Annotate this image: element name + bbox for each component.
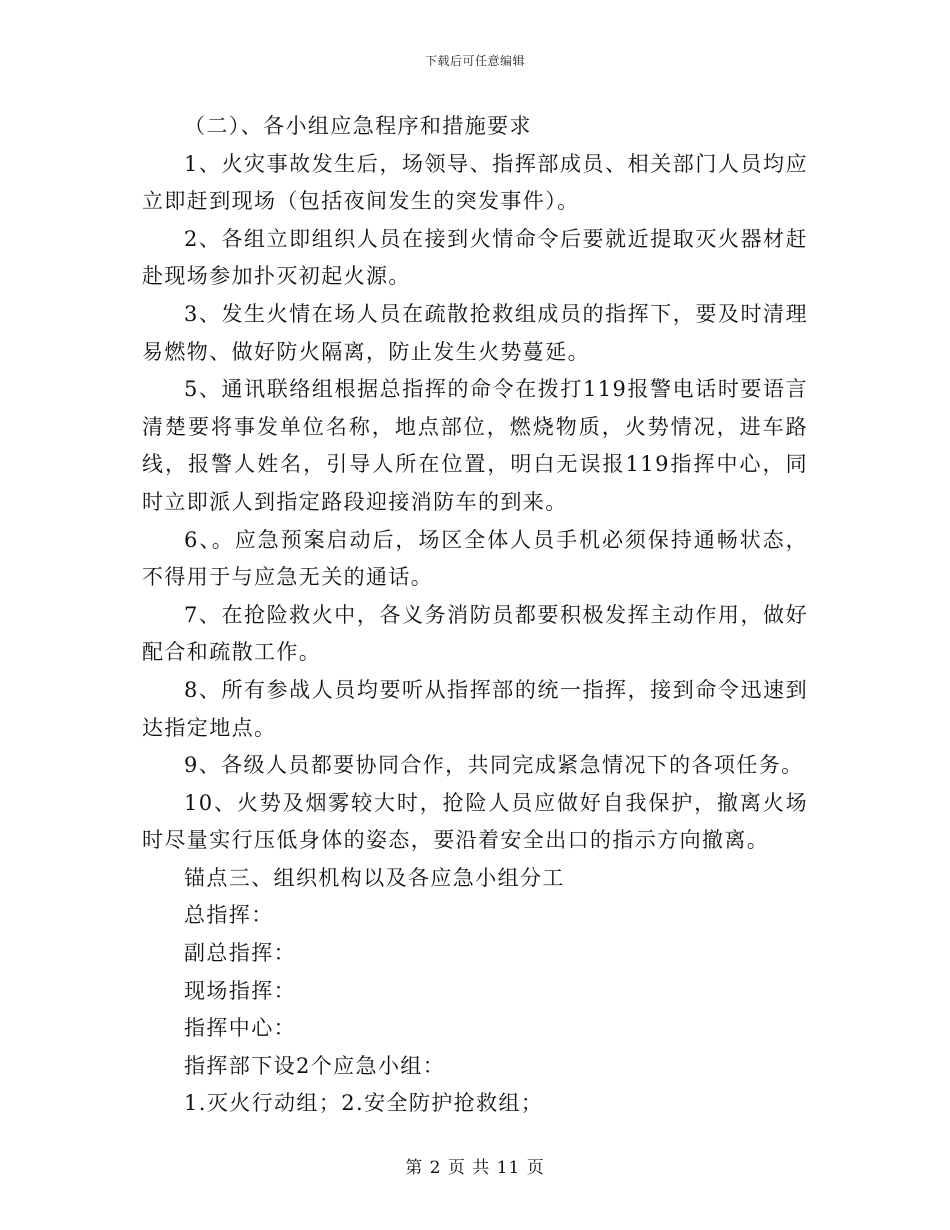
paragraph-5: 5、通讯联络组根据总指挥的命令在拨打119报警电话时要语言清楚要将事发单位名称，地点部位，燃烧物质，火势情况，进车路线，报警人姓名，引导人所在位置，明白无误报119指挥中心，同时立即派人到指定路段迎接消防车的到来。 [142, 377, 808, 514]
role-deputy-commander: 副总指挥： [184, 941, 296, 966]
role-command-center: 指挥中心： [184, 1016, 296, 1041]
anchor-heading: 锚点三、组织机构以及各应急小组分工 [184, 865, 565, 890]
page-header: 下载后可任意编辑 [424, 54, 525, 68]
section-title: （二）、各小组应急程序和措施要求 [184, 114, 532, 138]
paragraph-6: 6、。应急预案启动后，场区全体人员手机必须保持通畅状态，不得用于与应急无关的通话。 [142, 527, 808, 590]
groups-list: 1.灭火行动组；2.安全防护抢救组； [184, 1091, 544, 1116]
paragraph-8: 8、所有参战人员均要听从指挥部的统一指挥，接到命令迅速到达指定地点。 [142, 677, 808, 740]
document-body [142, 108, 808, 1123]
paragraph-3: 3、发生火情在场人员在疏散抢救组成员的指挥下，要及时清理易燃物、做好防火隔离，防止发生火势蔓延。 [142, 301, 808, 364]
paragraph-2: 2、各组立即组织人员在接到火情命令后要就近提取灭火器材赶赴现场参加扑灭初起火源。 [142, 226, 808, 289]
paragraph-9: 9、各级人员都要协同合作，共同完成紧急情况下的各项任务。 [184, 753, 804, 778]
paragraph-1: 1、火灾事故发生后，场领导、指挥部成员、相关部门人员均应立即赶到现场（包括夜间发生的突发事件）。 [142, 151, 808, 214]
groups-intro: 指挥部下设2个应急小组： [184, 1053, 446, 1078]
role-site-commander: 现场指挥： [184, 978, 296, 1003]
role-commander: 总指挥： [184, 903, 274, 928]
paragraph-10: 10、火势及烟雾较大时，抢险人员应做好自我保护，撤离火场时尽量实行压低身体的姿态，要沿着安全出口的指示方向撤离。 [142, 790, 808, 853]
paragraph-7: 7、在抢险救火中，各义务消防员都要积极发挥主动作用，做好配合和疏散工作。 [142, 602, 808, 665]
page-number-footer: 第 2 页 共 11 页 [405, 1158, 545, 1178]
